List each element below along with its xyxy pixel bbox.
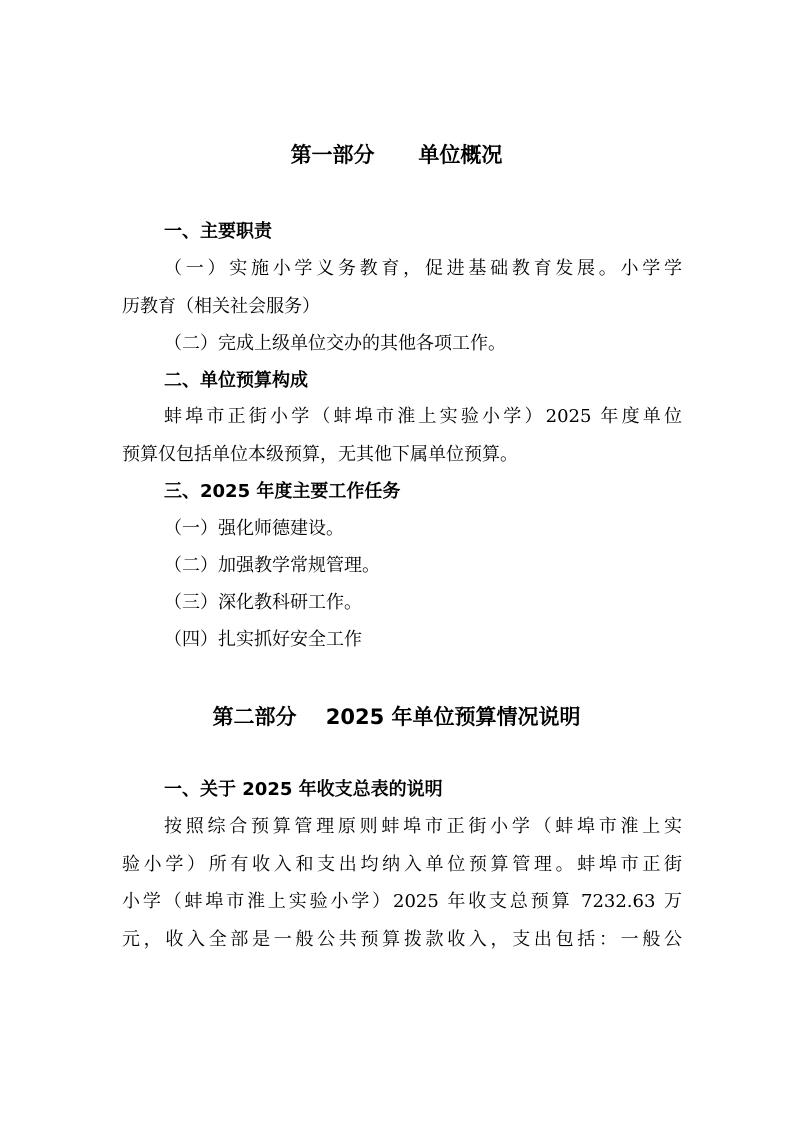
section-work-tasks-heading: 三、2025 年度主要工作任务 (164, 481, 401, 502)
duty-item-two: （二）完成上级单位交办的其他各项工作。 (164, 333, 506, 354)
budget-composition-paragraph (122, 398, 682, 473)
summary-table-paragraph (122, 808, 682, 958)
section-summary-table-heading: 一、关于 2025 年收支总表的说明 (164, 779, 443, 800)
budget-composition-line-2: 预算仅包括单位本级预算，无其他下属单位预算。 (122, 443, 518, 465)
section-main-duties-heading: 一、主要职责 (164, 221, 272, 242)
duty-item-one-paragraph (122, 250, 682, 325)
duty-item-one-line-1: （一）实施小学义务教育，促进基础教育发展。小学学 (164, 258, 682, 279)
summary-line-4: 元，收入全部是一般公共预算拨款收入，支出包括：一般公 (122, 928, 682, 950)
part-two-title: 第二部分 2025 年单位预算情况说明 (212, 705, 581, 729)
budget-composition-line-1: 蚌埠市正街小学（蚌埠市淮上实验小学）2025 年度单位 (164, 406, 682, 427)
summary-line-1: 按照综合预算管理原则蚌埠市正街小学（蚌埠市淮上实 (164, 816, 682, 837)
part-one-title: 第一部分 单位概况 (290, 143, 503, 167)
task-item-4: （四）扎实抓好安全工作 (164, 629, 362, 650)
task-item-2: （二）加强教学常规管理。 (164, 555, 380, 576)
task-item-1: （一）强化师德建设。 (164, 518, 344, 539)
task-item-3: （三）深化教科研工作。 (164, 592, 362, 613)
summary-line-2: 验小学）所有收入和支出均纳入单位预算管理。蚌埠市正街 (122, 853, 682, 875)
summary-line-3: 小学（蚌埠市淮上实验小学）2025 年收支总预算 7232.63 万 (122, 891, 682, 912)
section-budget-composition-heading: 二、单位预算构成 (164, 370, 308, 391)
duty-item-one-line-2: 历教育（相关社会服务） (122, 295, 320, 317)
